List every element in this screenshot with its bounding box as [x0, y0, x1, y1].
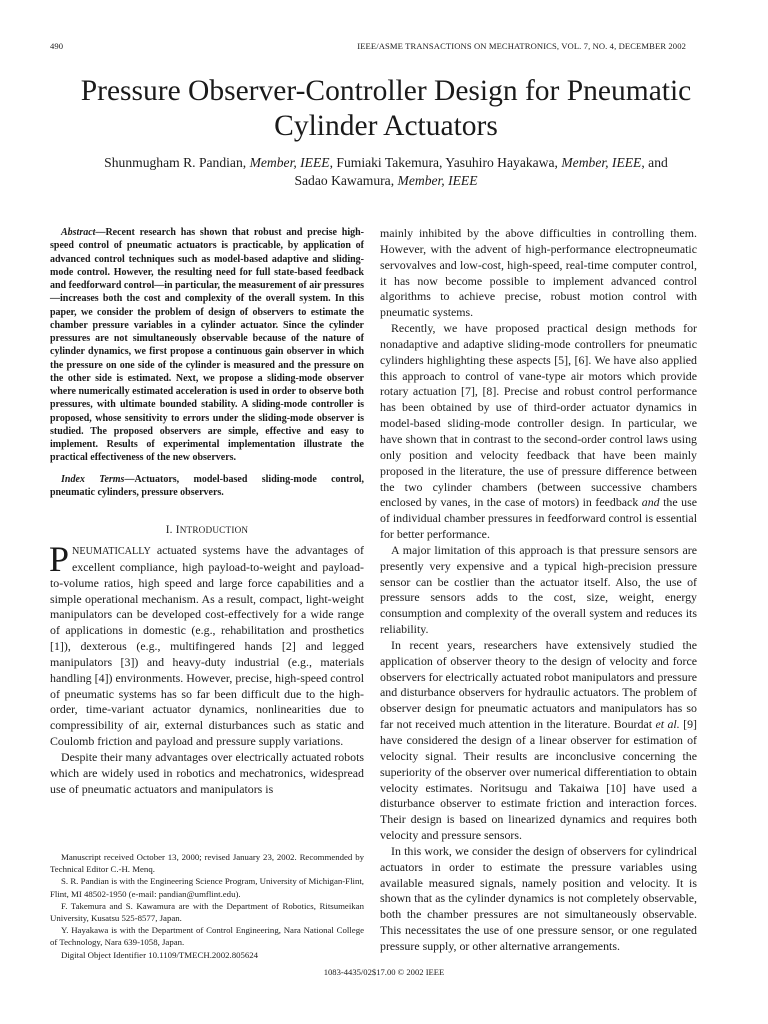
title-line: Pressure Observer-Controller Design for Pneumatic [80, 75, 692, 107]
author-text: Sadao Kawamura, [294, 172, 398, 188]
footnote: Digital Object Identifier 10.1109/TMECH.2002.805624 [61, 949, 259, 960]
page-number: 490 [50, 41, 64, 51]
emphasis-text: et al. [655, 717, 680, 732]
footnote: S. R. Pandian is with the Engineering Science Program, University of Michigan-Flint, Flint, MI 48502-1950 (e-mail: pandian@umflint.edu). [50, 876, 364, 899]
body-paragraph [380, 638, 697, 844]
author-line [30, 154, 742, 172]
section-heading [50, 523, 364, 537]
abstract [50, 226, 364, 465]
dropcap-word-rest: NEUMATICALLY [72, 546, 151, 557]
author-text: , and [641, 155, 668, 170]
abstract-dash: — [95, 227, 106, 238]
index-terms-text: Actuators, model-based sliding-mode control, pneumatic cylinders, pressure observers. [50, 473, 364, 498]
author-list [30, 154, 742, 189]
left-column [50, 226, 364, 798]
author-role: Member, IEEE [561, 155, 642, 170]
footnote: Manuscript received October 13, 2000; revised January 23, 2002. Recommended by Technical Editor C.-H. Menq. [50, 852, 364, 875]
body-paragraph: In this work, we consider the design of observers for cylindrical actuators in order to estimate the pressure variables using available measured signals, namely position and velocity. It is shown that as the cylinder dynamics is not completely observable, both the chamber pressures are not simultaneously observable. This necessitates the use of one pressure sensor, or one regulated pressure supply, or other alternative arrangements. [380, 843, 697, 953]
section-numeral: I. [165, 524, 176, 536]
paragraph-text: the use of individual chamber pressures in feedforward control is essential for better performance. [380, 495, 697, 542]
section-initial: I [175, 524, 180, 536]
body-paragraph: A major limitation of this approach is that pressure sensors are presently very expensive and a typical high-precision pressure sensor can be costlier than the actuator itself. Also, the use of pressure sensors adds to the cost, size, weight, energy consumption and complexity of the overall system and reduces its reliability. [380, 542, 697, 637]
paragraph-text: Recently, we have proposed practical design methods for nonadaptive and adaptive sliding-mode controllers for pneumatic cylinders highlighting these aspects [5], [6]. We have also applied this approach to control of vane-type air motors which provide rotary actuation [7], [8]. Precise and robust control performance has been obtained by use of third-order actuator dynamics in model-based sliding-mode controller design. In particular, we have shown that in contrast to the second-order control laws using only position and velocity feedback that have been mainly proposed in the literature, the use of pressure difference between the two cylinder chambers (between successive chambers enclosed by vanes, in the case of motors) in feedback [380, 321, 697, 510]
right-column [380, 226, 697, 955]
abstract-lead: Abstract [61, 227, 96, 238]
copyright-footer: 1083-4435/02$17.00 © 2002 IEEE [323, 967, 445, 977]
dropcap-letter: P [49, 539, 70, 579]
paragraph-text: actuated systems have the advantages of excellent compliance, high payload-to-weight and payload-to-volume ratios, high speed and large force capabilities and a simple operational mechanism. As a result, compact, light-weight manipulators can be developed cost-effectively for a wide range of applications in domestic (e.g., rehabilitation and prosthetics [1]), dexterous (e.g., multifingered hands [2] and legged manipulators [3]) and heavy-duty industrial (e.g., materials handling [4]) environments. However, precise, high-speed control of pneumatic systems has so far been difficult due to the high-order, time-variant actuator dynamics, nonlinearities due to compressibility of air, external disturbances such as static and Coulomb friction and payload and pressure supply variations. [50, 543, 364, 749]
footnote: F. Takemura and S. Kawamura are with the Department of Robotics, Ritsumeikan University, Kusatsu 525-8577, Japan. [50, 900, 364, 924]
footnotes [50, 851, 364, 961]
title-line: Cylinder Actuators [274, 110, 498, 142]
author-role: Member, IEEE [249, 155, 330, 170]
footnote: Y. Hayakawa is with the Department of Control Engineering, Nara National College of Technology, Nara 639-1058, Japan. [50, 925, 364, 948]
index-terms-dash: — [124, 473, 135, 485]
author-role: Member, IEEE [397, 172, 478, 188]
paragraph-text: [9] have considered the design of a linear observer for estimation of velocity signal. Their results are inconclusive concerning the superiority of the observer over numerical differentiation to obtain velocity estimates. Noritsugu and Takaiwa [10] have used a disturbance observer to estimate friction and interaction forces. Their design is based on linearized dynamics and requires both velocity and pressure sensors. [380, 717, 697, 843]
abstract-text: Recent research has shown that robust and precise high-speed control of pneumatic actuators is practicable, by application of advanced control techniques such as model-based adaptive and sliding-mode control. However, the resulting need for full state-based feedback and feedforward control—in particular, the measurement of air pressures—increases both the cost and complexity of the overall system. In this paper, we consider the problem of design of observers to estimate the chamber pressure variables in a cylinder actuator. Since the cylinder pressures are not simultaneously observable because of the nature of cylinder dynamics, we first propose a continuous gain observer in which the pressure on one side of the cylinder is measured and the pressure on the other side is estimated. Next, we propose a sliding-mode observer where numerically estimated acceleration is used in order to observe both pressures, with ultimate bounded stability. A sliding-mode controller is proposed, whose sensitivity to errors under the sliding-mode observer is studied. The proposed observers are simple, effective and easy to implement. Results of experimental implementation illustrate the practical effectiveness of the new observers. [50, 227, 364, 464]
emphasis-text: and [641, 495, 660, 510]
author-line [30, 172, 742, 190]
index-terms [50, 473, 364, 500]
paragraph-text: In recent years, researchers have extensively studied the application of observer theory to the design of velocity and force observers for electrically actuated robot manipulators and pressure and disturbance observers for hydraulic actuators. The problem of observer design for pneumatic actuators and manipulators has so far not received much attention in the literature. Bourdat [380, 637, 697, 732]
section-rest: NTRODUCTION [179, 525, 249, 535]
index-terms-lead: Index Terms [61, 473, 125, 485]
intro-paragraph [49, 539, 364, 750]
author-text: Shunmugham R. Pandian, [104, 155, 250, 170]
journal-running-header: IEEE/ASME TRANSACTIONS ON MECHATRONICS, VOL. 7, NO. 4, DECEMBER 2002 [357, 41, 686, 51]
body-paragraph: Despite their many advantages over electrically actuated robots which are widely used in robotics and mechatronics, widespread use of pneumatic actuators and manipulators is [50, 749, 364, 796]
body-paragraph: mainly inhibited by the above difficulties in controlling them. However, with the advent of high-performance electropneumatic servovalves and low-cost, high-speed, real-time computer control, it has now become possible to implement advanced control algorithms to achieve precise, robust motion control with pneumatic systems. [380, 226, 697, 320]
author-text: , Fumiaki Takemura, Yasuhiro Hayakawa, [329, 155, 562, 170]
paper-title [30, 74, 742, 144]
body-paragraph [380, 321, 697, 543]
